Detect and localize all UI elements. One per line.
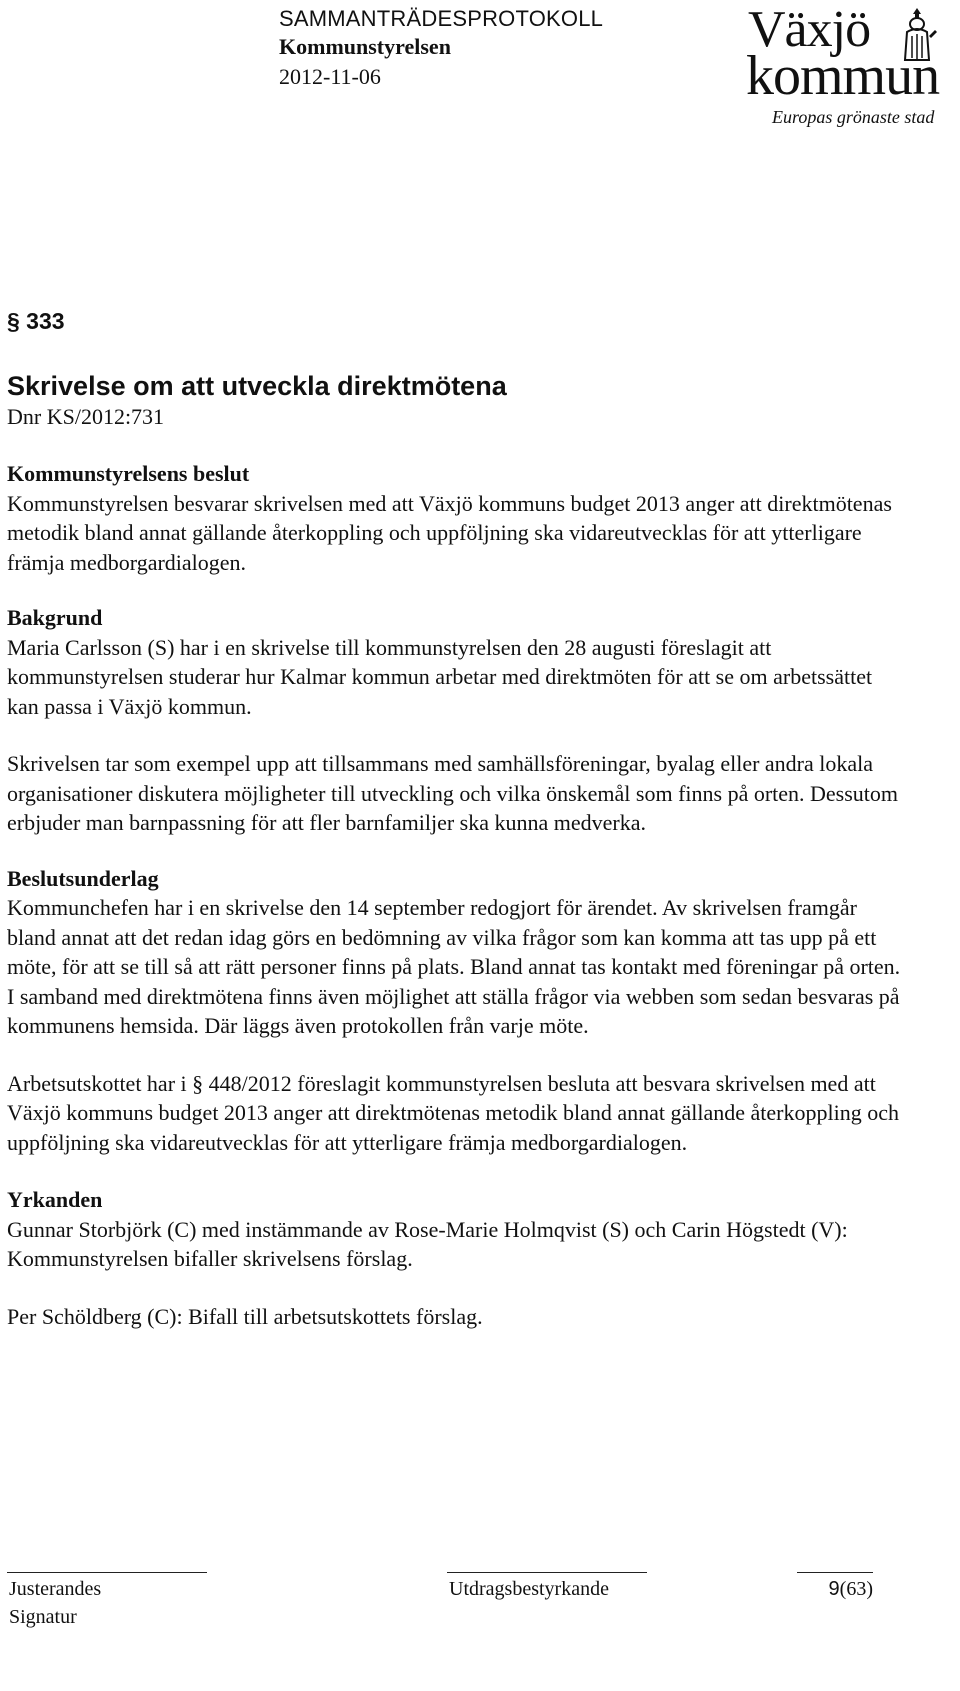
signature-footer bbox=[0, 1572, 960, 1632]
document-header bbox=[279, 6, 719, 92]
logo-line-2: kommun bbox=[746, 45, 940, 107]
page-number-box bbox=[797, 1572, 873, 1632]
decision-text: Kommunstyrelsen besvarar skrivelsen med att Växjö kommuns budget 2013 anger att direktmötenas metodik bland annat gällande återkoppling och uppföljning ska vidareutvecklas för att ytterligare främja medborgardialogen. bbox=[7, 490, 892, 575]
motions-paragraph-1: Gunnar Storbjörk (C) med instämmande av Rose-Marie Holmqvist (S) och Carin Högstedt (V): Kommunstyrelsen bifaller skrivelsens förslag. bbox=[7, 1216, 848, 1271]
signature-label: Signatur bbox=[9, 1606, 77, 1628]
logo-tagline: Europas grönaste stad bbox=[772, 107, 935, 127]
extract-certification-label: Utdragsbestyrkande bbox=[449, 1578, 609, 1600]
page-number bbox=[797, 1573, 873, 1603]
basis-paragraph-2: Arbetsutskottet har i § 448/2012 föreslagit kommunstyrelsen besluta att besvara skrivelsen med att Växjö kommuns budget 2013 anger att direktmötenas metodik bland annat gällande återkoppling och uppföljning ska vidareutvecklas för att ytterligare främja medborgardialogen. bbox=[7, 1070, 899, 1155]
extract-certification-box bbox=[447, 1572, 647, 1632]
section-title: Skrivelse om att utveckla direktmötena bbox=[7, 371, 507, 401]
background-paragraph-1: Maria Carlsson (S) har i en skrivelse till kommunstyrelsen den 28 augusti föreslagit att kommunstyrelsen studerar hur Kalmar kommun arbetar med direktmöten för att se om arbetssättet kan passa i Växjö kommun. bbox=[7, 634, 873, 719]
basis-heading: Beslutsunderlag bbox=[7, 865, 159, 891]
motions-paragraph-2: Per Schöldberg (C): Bifall till arbetsutskottets förslag. bbox=[7, 1303, 483, 1329]
page-total: (63) bbox=[839, 1578, 873, 1600]
background-heading: Bakgrund bbox=[7, 605, 103, 630]
motions-heading: Yrkanden bbox=[7, 1187, 103, 1212]
diary-number: Dnr KS/2012:731 bbox=[7, 404, 165, 429]
background-paragraph-2: Skrivelsen tar som exempel upp att tillsammans med samhällsföreningar, byalag eller andra lokala organisationer diskutera möjligheter till utveckling och vilka önskemål som finns på orten. Dessutom erbjuder man barnpassning för att fler barnfamiljer ska kunna medverka. bbox=[7, 751, 899, 835]
adjuster-signature-box bbox=[7, 1572, 207, 1632]
crest-icon bbox=[895, 6, 939, 62]
committee-name: Kommunstyrelsen bbox=[279, 34, 451, 59]
page-current: 9 bbox=[828, 1578, 840, 1600]
decision-heading: Kommunstyrelsens beslut bbox=[7, 461, 250, 486]
protocol-content bbox=[7, 296, 907, 1331]
section-number: § 333 bbox=[7, 308, 65, 334]
protocol-title: SAMMANTRÄDESPROTOKOLL bbox=[279, 6, 604, 31]
basis-paragraph-1: Kommunchefen har i en skrivelse den 14 september redogjort för ärendet. Av skrivelsen framgår bland annat att det redan idag görs en bedömning av vilka frågor som kan komma att tas upp på ett möte, för att se till så att rätt personer finns på plats. Bland annat tas kontakt med föreningar på orten. I samband med direktmötena finns även möjlighet att ställa frågor via webben som sedan besvaras på kommunens hemsida. Där läggs även protokollen från varje möte. bbox=[7, 895, 901, 1038]
logo-line-1: Växjö bbox=[748, 1, 871, 58]
vaxjo-kommun-logo bbox=[742, 2, 954, 132]
adjuster-label: Justerandes bbox=[9, 1578, 102, 1600]
meeting-date: 2012-11-06 bbox=[279, 64, 381, 89]
